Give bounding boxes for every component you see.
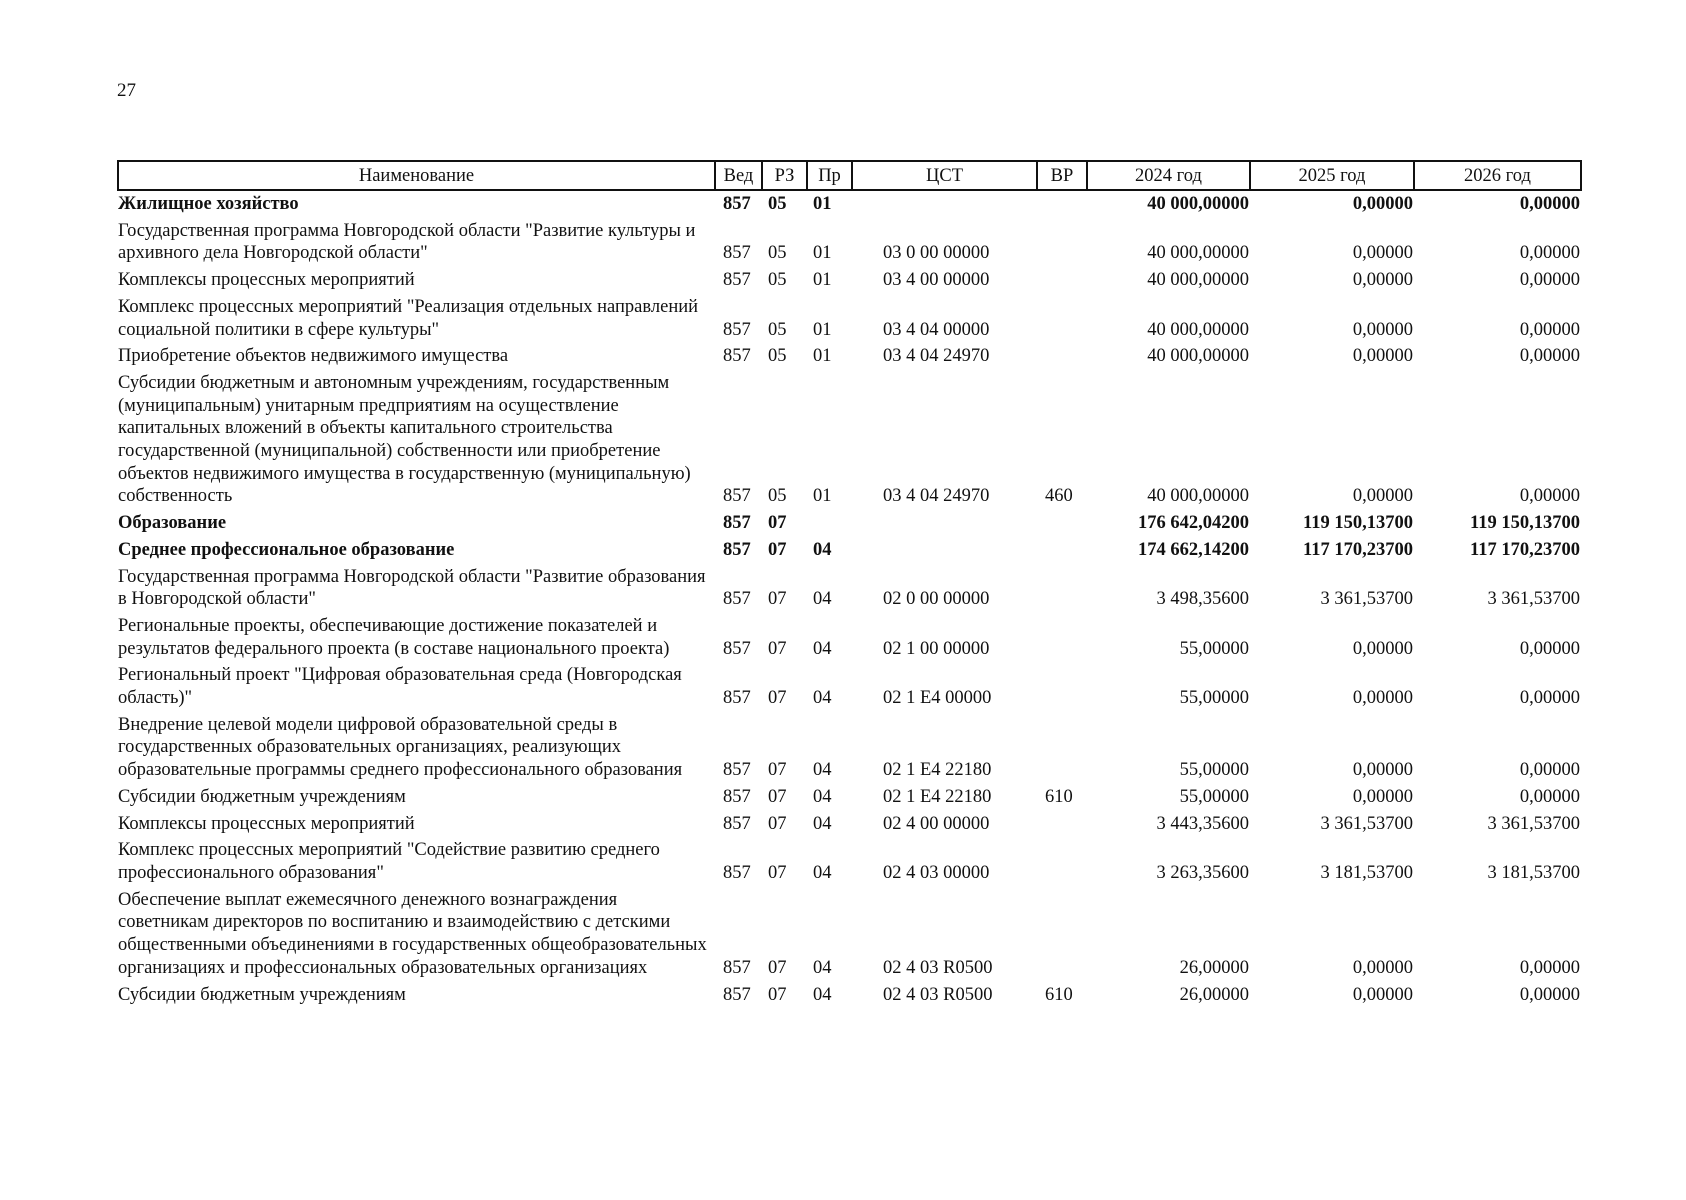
row-name: Образование: [118, 513, 227, 534]
row-vr: [1037, 537, 1087, 564]
row-ved: 857: [723, 539, 751, 560]
row-2026: 0,00000: [1519, 194, 1580, 214]
row-2025: 0,00000: [1352, 688, 1413, 709]
row-ved: 857: [723, 319, 751, 340]
row-rz: 05: [768, 270, 787, 291]
row-name: Приобретение объектов недвижимого имущества: [118, 346, 509, 367]
row-2026: 0,00000: [1519, 786, 1580, 807]
row-pr: 04: [813, 589, 832, 610]
row-ved: 857: [723, 862, 751, 883]
row-2025: 0,00000: [1352, 786, 1413, 807]
row-name: Обеспечение выплат ежемесячного денежного вознаграждения советникам директоров по воспитанию и взаимодействию с детскими общественными объединениями в государственных общеобразовательных организациях и профессиональных образовательных организациях: [118, 889, 707, 978]
table-row: [118, 712, 1581, 784]
table-row: [118, 837, 1581, 886]
row-2025: 3 361,53700: [1320, 813, 1413, 834]
row-rz: 07: [768, 786, 787, 807]
row-cst: 02 1 E4 22180: [883, 786, 992, 807]
row-2025: 119 150,13700: [1303, 513, 1413, 534]
header-2025: 2025 год: [1250, 161, 1414, 190]
row-vr: [1037, 190, 1087, 218]
header-vr: ВР: [1037, 161, 1087, 190]
row-rz: 07: [768, 513, 787, 534]
row-2024: 40 000,00000: [1147, 486, 1249, 507]
row-cst: 03 4 00 00000: [883, 270, 990, 291]
row-cst: 03 0 00 00000: [883, 243, 990, 264]
row-2025: 3 361,53700: [1320, 589, 1413, 610]
row-2024: 40 000,00000: [1147, 346, 1249, 367]
row-rz: 07: [768, 862, 787, 883]
row-name: Комплексы процессных мероприятий: [118, 270, 415, 291]
row-pr: [807, 510, 852, 537]
row-ved: 857: [723, 688, 751, 709]
row-name: Государственная программа Новгородской области "Развитие культуры и архивного дела Новгородской области": [118, 220, 696, 264]
row-2024: 26,00000: [1179, 957, 1249, 978]
row-name: Комплекс процессных мероприятий "Реализация отдельных направлений социальной политики в сфере культуры": [118, 296, 699, 340]
table-body: [118, 190, 1581, 1008]
row-cst: [852, 190, 1037, 218]
row-vr: [1037, 613, 1087, 662]
row-name: Региональный проект "Цифровая образовательная среда (Новгородская область)": [118, 665, 682, 709]
row-rz: 07: [768, 760, 787, 781]
row-ved: 857: [723, 486, 751, 507]
row-ved: 857: [723, 513, 751, 534]
row-2026: 3 361,53700: [1487, 813, 1580, 834]
row-pr: 04: [813, 539, 832, 560]
row-vr: 460: [1045, 486, 1073, 507]
row-2026: 0,00000: [1519, 486, 1580, 507]
row-vr: [1037, 218, 1087, 267]
row-cst: 02 4 00 00000: [883, 813, 990, 834]
row-ved: 857: [723, 270, 751, 291]
row-vr: [1037, 564, 1087, 613]
row-name: Региональные проекты, обеспечивающие достижение показателей и результатов федерального проекта (в составе национального проекта): [118, 615, 670, 659]
table-row: [118, 784, 1581, 811]
row-pr: 01: [813, 486, 832, 507]
row-rz: 07: [768, 813, 787, 834]
row-2025: 0,00000: [1352, 319, 1413, 340]
row-name: Субсидии бюджетным и автономным учреждениям, государственным (муниципальным) унитарным предприятиям на осуществление капитальных вложений в объекты капитального строительства государственной (муниципальной) собственности или приобретение объектов недвижимого имущества в государственную (муниципальную) собственность: [118, 372, 691, 507]
row-pr: 04: [813, 786, 832, 807]
row-cst: 03 4 04 00000: [883, 319, 990, 340]
row-2024: 40 000,00000: [1147, 270, 1249, 291]
row-rz: 05: [768, 319, 787, 340]
row-2026: 0,00000: [1519, 346, 1580, 367]
row-2026: 0,00000: [1519, 984, 1580, 1005]
row-cst: 02 4 03 R0500: [883, 984, 993, 1005]
row-name: Комплекс процессных мероприятий "Содействие развитию среднего профессионального образования": [118, 840, 660, 883]
row-2025: 0,00000: [1352, 957, 1413, 978]
row-rz: 07: [768, 589, 787, 610]
row-2024: 176 642,04200: [1138, 513, 1249, 534]
row-2024: 26,00000: [1179, 984, 1249, 1005]
row-cst: 03 4 04 24970: [883, 346, 990, 367]
row-vr: [1037, 294, 1087, 343]
row-ved: 857: [723, 984, 751, 1005]
row-2026: 0,00000: [1519, 760, 1580, 781]
row-rz: 05: [768, 243, 787, 264]
row-vr: [1037, 712, 1087, 784]
row-name: Субсидии бюджетным учреждениям: [118, 984, 406, 1005]
row-pr: 04: [813, 957, 832, 978]
table-row: [118, 811, 1581, 838]
row-vr: 610: [1045, 984, 1073, 1005]
row-2024: 55,00000: [1179, 786, 1249, 807]
row-vr: [1037, 837, 1087, 886]
row-vr: [1037, 343, 1087, 370]
row-rz: 07: [768, 984, 787, 1005]
row-2025: 0,00000: [1352, 760, 1413, 781]
row-vr: [1037, 887, 1087, 982]
row-2025: 0,00000: [1352, 984, 1413, 1005]
row-2025: 0,00000: [1352, 243, 1413, 264]
row-pr: 04: [813, 813, 832, 834]
row-vr: 610: [1045, 786, 1073, 807]
row-rz: 07: [768, 638, 787, 659]
row-2025: 0,00000: [1352, 346, 1413, 367]
row-vr: [1037, 267, 1087, 294]
row-rz: 07: [768, 957, 787, 978]
row-cst: 02 1 E4 00000: [883, 688, 992, 709]
row-2026: 3 181,53700: [1487, 862, 1580, 883]
row-ved: 857: [723, 786, 751, 807]
row-name: Государственная программа Новгородской области "Развитие образования в Новгородской области": [118, 566, 706, 610]
row-ved: 857: [723, 346, 751, 367]
row-2024: 3 263,35600: [1156, 862, 1249, 883]
row-2024: 55,00000: [1179, 638, 1249, 659]
header-pr: Пр: [807, 161, 852, 190]
row-2026: 119 150,13700: [1470, 513, 1580, 534]
row-cst: 02 0 00 00000: [883, 589, 990, 610]
row-pr: 04: [813, 760, 832, 781]
row-2024: 40 000,00000: [1147, 243, 1249, 264]
row-2026: 117 170,23700: [1470, 539, 1580, 560]
header-ved: Вед: [715, 161, 762, 190]
page-number: 27: [117, 80, 136, 101]
table-row: [118, 613, 1581, 662]
table-row: [118, 537, 1581, 564]
row-2024: 3 498,35600: [1156, 589, 1249, 610]
header-2026: 2026 год: [1414, 161, 1581, 190]
row-vr: [1037, 811, 1087, 838]
row-ved: 857: [723, 243, 751, 264]
row-cst: 02 1 00 00000: [883, 638, 990, 659]
row-2026: 0,00000: [1519, 319, 1580, 340]
row-cst: [852, 537, 1037, 564]
row-2026: 0,00000: [1519, 957, 1580, 978]
table-row: [118, 662, 1581, 711]
row-vr: [1037, 510, 1087, 537]
row-2024: 174 662,14200: [1138, 539, 1249, 560]
row-vr: [1037, 662, 1087, 711]
row-cst: 02 4 03 R0500: [883, 957, 993, 978]
row-cst: 02 1 E4 22180: [883, 760, 992, 781]
row-pr: 04: [813, 688, 832, 709]
row-name: Внедрение целевой модели цифровой образовательной среды в государственных образовательных организациях, реализующих образовательные программы среднего профессионального образования: [118, 714, 683, 781]
row-name: Жилищное хозяйство: [118, 194, 299, 214]
table-row: [118, 370, 1581, 510]
row-2025: 0,00000: [1352, 270, 1413, 291]
row-name: Субсидии бюджетным учреждениям: [118, 786, 406, 807]
row-rz: 05: [768, 346, 787, 367]
row-2024: 40 000,00000: [1147, 319, 1249, 340]
row-2024: 55,00000: [1179, 688, 1249, 709]
budget-table: [117, 160, 1582, 1008]
row-pr: 04: [813, 638, 832, 659]
table-row: [118, 510, 1581, 537]
row-2026: 0,00000: [1519, 270, 1580, 291]
row-rz: 05: [768, 194, 787, 214]
table-row: [118, 887, 1581, 982]
row-ved: 857: [723, 194, 751, 214]
header-rz: РЗ: [762, 161, 807, 190]
row-2026: 3 361,53700: [1487, 589, 1580, 610]
row-ved: 857: [723, 957, 751, 978]
row-2025: 117 170,23700: [1303, 539, 1413, 560]
row-rz: 07: [768, 539, 787, 560]
row-pr: 04: [813, 862, 832, 883]
row-pr: 04: [813, 984, 832, 1005]
table-row: [118, 267, 1581, 294]
row-cst: [852, 510, 1037, 537]
row-2026: 0,00000: [1519, 243, 1580, 264]
row-ved: 857: [723, 760, 751, 781]
row-name: Среднее профессиональное образование: [118, 539, 455, 560]
row-pr: 01: [813, 270, 832, 291]
header-cst: ЦСТ: [852, 161, 1037, 190]
table-row: [118, 218, 1581, 267]
row-pr: 01: [813, 319, 832, 340]
row-pr: 01: [813, 243, 832, 264]
row-pr: 01: [813, 194, 832, 214]
row-cst: 02 4 03 00000: [883, 862, 990, 883]
table-row: [118, 982, 1581, 1009]
row-rz: 07: [768, 688, 787, 709]
row-pr: 01: [813, 346, 832, 367]
row-2024: 40 000,00000: [1147, 194, 1249, 214]
row-rz: 05: [768, 486, 787, 507]
row-ved: 857: [723, 589, 751, 610]
row-2025: 0,00000: [1352, 486, 1413, 507]
table-row: [118, 294, 1581, 343]
row-name: Комплексы процессных мероприятий: [118, 813, 415, 834]
row-cst: 03 4 04 24970: [883, 486, 990, 507]
row-2026: 0,00000: [1519, 688, 1580, 709]
header-2024: 2024 год: [1087, 161, 1250, 190]
row-2025: 0,00000: [1352, 194, 1413, 214]
table-row: [118, 343, 1581, 370]
row-2026: 0,00000: [1519, 638, 1580, 659]
row-2025: 3 181,53700: [1320, 862, 1413, 883]
row-2025: 0,00000: [1352, 638, 1413, 659]
table-row: [118, 564, 1581, 613]
row-2024: 55,00000: [1179, 760, 1249, 781]
row-ved: 857: [723, 813, 751, 834]
header-name: Наименование: [118, 161, 715, 190]
row-2024: 3 443,35600: [1156, 813, 1249, 834]
table-row: [118, 190, 1581, 218]
table-header-row: [118, 161, 1581, 190]
row-ved: 857: [723, 638, 751, 659]
